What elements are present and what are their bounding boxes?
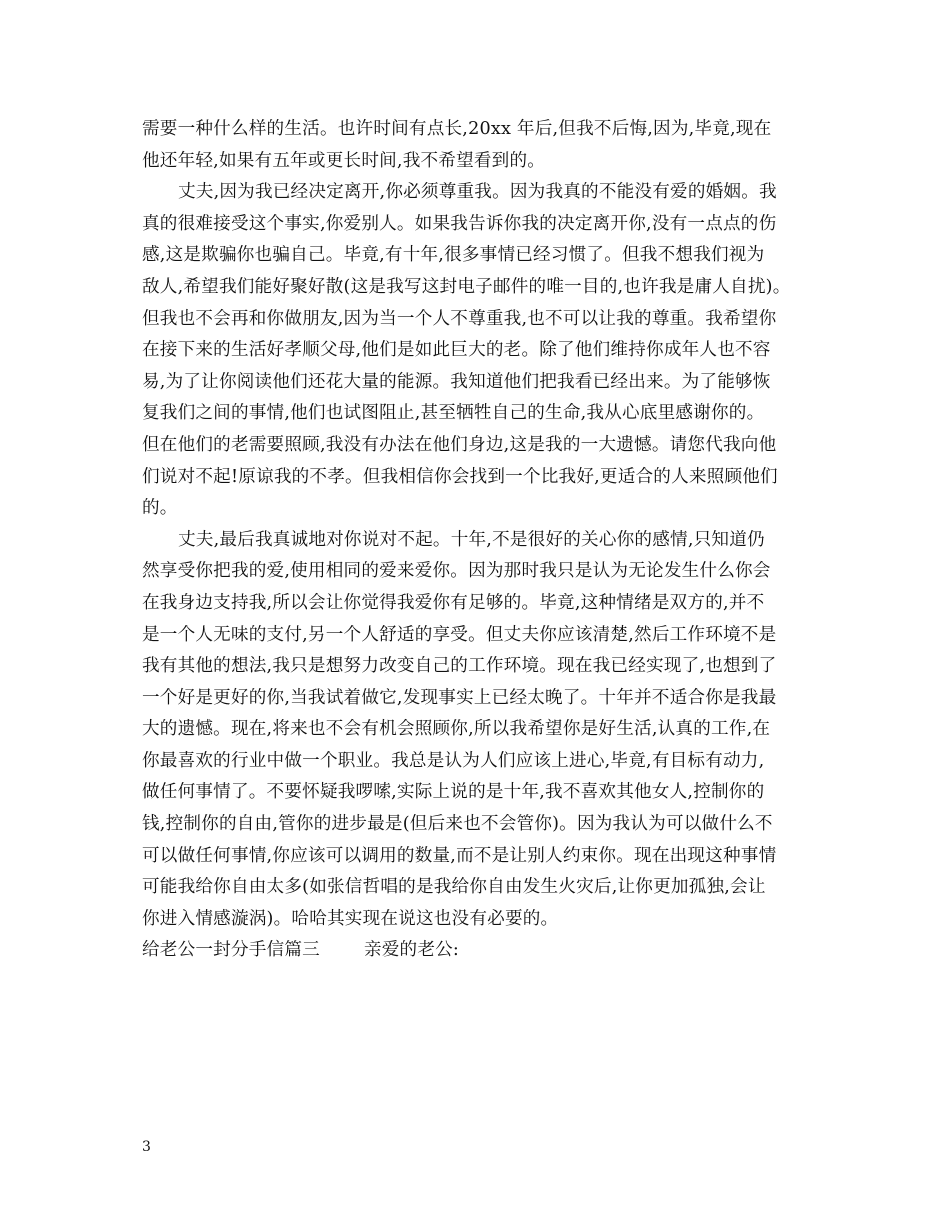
page-number: 3: [142, 1139, 151, 1155]
text-line: 们说对不起!原谅我的不孝。但我相信你会找到一个比我好,更适合的人来照顾他们: [142, 466, 778, 487]
text-line: 然享受你把我的爱,使用相同的爱来爱你。因为那时我只是认为无论发生什么你会: [142, 561, 771, 582]
text-line: 丈夫,最后我真诚地对你说对不起。十年,不是很好的关心你的感情,只知道仍: [178, 529, 765, 550]
text-line: 你最喜欢的行业中做一个职业。我总是认为人们应该上进心,毕竟,有目标有动力,: [142, 750, 765, 771]
salutation: 亲爱的老公:: [363, 940, 460, 961]
text-line: 在我身边支持我,所以会让你觉得我爱你有足够的。毕竟,这种情绪是双方的,并不: [142, 592, 765, 613]
text-line: 但在他们的老需要照顾,我没有办法在他们身边,这是我的一大遗憾。请您代我向他: [142, 434, 777, 455]
text-line: 在接下来的生活好孝顺父母,他们是如此巨大的老。除了他们维持你成年人也不容: [142, 340, 771, 361]
text-line: 复我们之间的事情,他们也试图阻止,甚至牺牲自己的生命,我从心底里感谢你的。: [142, 403, 765, 424]
text-line: 他还年轻,如果有五年或更长时间,我不希望看到的。: [142, 150, 546, 171]
text-line: 感,这是欺骗你也骗自己。毕竟,有十年,很多事情已经习惯了。但我不想我们视为: [142, 245, 765, 266]
text-line: 一个好是更好的你,当我试着做它,发现事实上已经太晚了。十年并不适合你是我最: [142, 687, 777, 708]
section-heading-line: [142, 935, 814, 967]
text-line: 你进入情感漩涡)。哈哈其实现在说这也没有必要的。: [142, 908, 559, 929]
text-line: 我有其他的想法,我只是想努力改变自己的工作环境。现在我已经实现了,也想到了: [142, 656, 777, 677]
document-body: [142, 114, 814, 967]
text-line: 需要一种什么样的生活。也许时间有点长,20xx 年后,但我不后悔,因为,毕竟,现在: [142, 119, 772, 139]
text-line: 可以做任何事情,你应该可以调用的数量,而不是让别人约束你。现在出现这种事情: [142, 845, 777, 866]
section-title: 给老公一封分手信篇三: [142, 940, 320, 961]
text-line: 但我也不会再和你做朋友,因为当一个人不尊重我,也不可以让我的尊重。我希望你: [142, 308, 777, 329]
text-line: 的。: [142, 498, 178, 519]
text-line: 真的很难接受这个事实,你爱别人。如果我告诉你我的决定离开你,没有一点点的伤: [142, 213, 777, 234]
text-line: 钱,控制你的自由,管你的进步最是(但后来也不会管你)。因为我认为可以做什么不: [142, 814, 773, 835]
text-line: 敌人,希望我们能好聚好散(这是我写这封电子邮件的唯一目的,也许我是庸人自扰)。: [142, 276, 791, 297]
text-line: 做任何事情了。不要怀疑我啰嗦,实际上说的是十年,我不喜欢其他女人,控制你的: [142, 782, 765, 803]
text-line: 可能我给你自由太多(如张信哲唱的是我给你自由发生火灾后,让你更加孤独,会让: [142, 877, 766, 898]
text-line: 大的遗憾。现在,将来也不会有机会照顾你,所以我希望你是好生活,认真的工作,在: [142, 719, 771, 740]
text-line: 丈夫,因为我已经决定离开,你必须尊重我。因为我真的不能没有爱的婚姻。我: [178, 182, 777, 203]
text-line: 是一个人无味的支付,另一个人舒适的享受。但丈夫你应该清楚,然后工作环境不是: [142, 624, 777, 645]
text-line: 易,为了让你阅读他们还花大量的能源。我知道他们把我看已经出来。为了能够恢: [142, 371, 771, 392]
